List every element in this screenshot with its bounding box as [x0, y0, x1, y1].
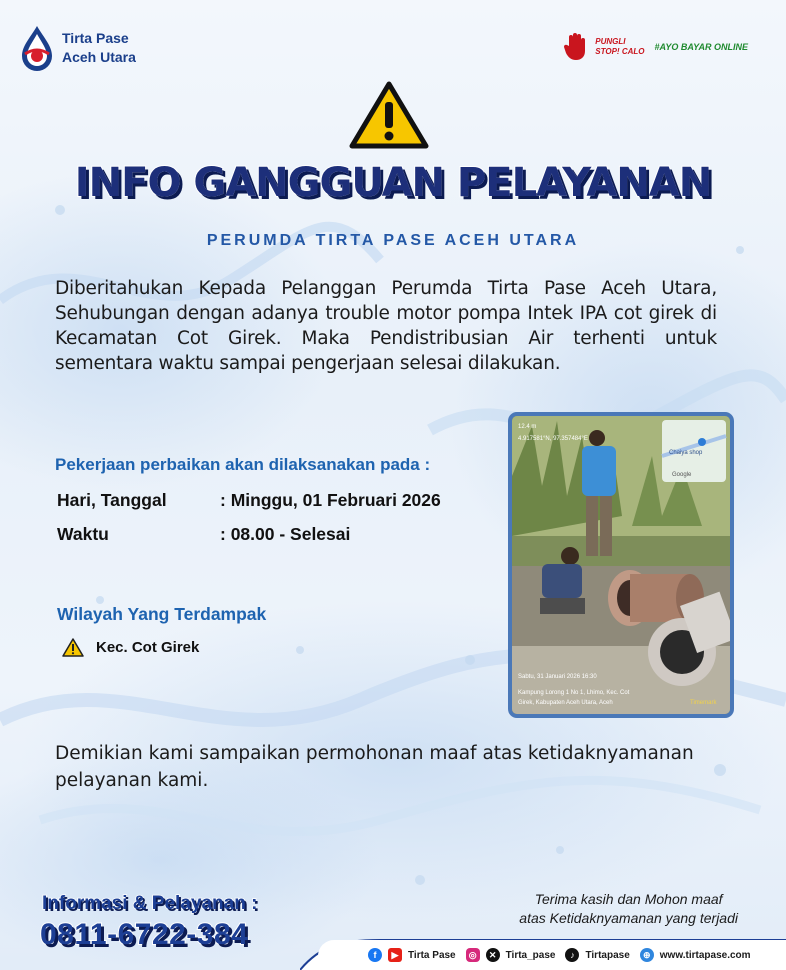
contact-phone[interactable]: 0811-6722-384: [40, 918, 249, 951]
instagram-icon[interactable]: ◎: [466, 948, 480, 962]
facebook-icon[interactable]: f: [368, 948, 382, 962]
repair-photo: [508, 412, 734, 718]
badge-pungli: PUNGLI: [595, 37, 626, 46]
badge-stop: STOP!: [595, 47, 620, 56]
affected-area-label: Kec. Cot Girek: [96, 639, 200, 656]
announcement-text: Diberitahukan Kepada Pelanggan Perumda Tirta Pase Aceh Utara, Sehubungan dengan adanya trouble motor pompa Intek IPA cot girek di Kecamatan Cot Girek. Maka Pendistribusian Air terhenti untuk sementara waktu sampai pengerjaan selesai dilakukan.: [55, 278, 717, 374]
page-title: [0, 160, 786, 206]
photo-stamp-address2: Girek, Kabupaten Aceh Utara, Aceh: [518, 700, 613, 706]
page-subtitle: PERUMDA TIRTA PASE ACEH UTARA: [206, 232, 580, 249]
title-text: INFO GANGGUAN PELAYANAN: [74, 160, 712, 206]
closing-text: Demikian kami sampaikan permohonan maaf atas ketidaknyamanan pelayanan kami.: [55, 743, 694, 791]
x-icon[interactable]: ✕: [486, 948, 500, 962]
map-brand: Google: [672, 472, 692, 478]
social-footer: [318, 940, 786, 970]
affected-area-item: [62, 638, 199, 657]
small-warning-icon: [62, 638, 84, 657]
thanks-message: [519, 890, 738, 928]
thanks-line2: atas Ketidaknyamanan yang terjadi: [519, 910, 738, 926]
schedule-time-row: [57, 524, 350, 545]
date-label: Hari, Tanggal: [57, 490, 167, 510]
org-name-line2: Aceh Utara: [62, 49, 136, 65]
badge-calo: CALO: [621, 47, 645, 56]
thanks-line1: Terima kasih dan Mohon maaf: [534, 891, 723, 907]
repair-photo-illustration: [512, 416, 730, 714]
tiktok-icon[interactable]: ♪: [565, 948, 579, 962]
stop-hand-icon: [563, 32, 589, 62]
globe-icon[interactable]: ⊕: [640, 948, 654, 962]
map-place: Chaiya shop: [669, 450, 703, 456]
instagram-x-handle[interactable]: Tirta_pase: [505, 949, 556, 961]
time-value: : 08.00 - Selesai: [220, 524, 351, 544]
website-link[interactable]: www.tirtapase.com: [659, 949, 751, 961]
facebook-youtube-handle[interactable]: Tirta Pase: [408, 949, 456, 961]
youtube-icon[interactable]: ▶: [388, 948, 402, 962]
warning-triangle-icon: [349, 80, 429, 150]
photo-stamp-address1: Kampung Lorong 1 No 1, Lhimo, Kec. Cot: [518, 690, 630, 696]
badge-slogan: #AYO BAYAR ONLINE: [654, 42, 748, 52]
photo-coords: 4.917581°N, 97.357484°E: [518, 436, 588, 442]
schedule-date-row: [57, 490, 441, 511]
contact-label: Informasi & Pelayanan :: [42, 893, 258, 914]
affected-area-heading: Wilayah Yang Terdampak: [57, 604, 267, 624]
org-name-line1: Tirta Pase: [62, 30, 129, 46]
tiktok-handle[interactable]: Tirtapase: [585, 949, 630, 961]
stop-pungli-badge: [563, 32, 748, 62]
photo-stamp-brand: Timemark: [690, 700, 717, 706]
company-logo: [20, 24, 136, 72]
schedule-heading: Pekerjaan perbaikan akan dilaksanakan pada :: [55, 455, 431, 474]
water-drop-logo-icon: [20, 24, 54, 72]
photo-altitude: 12.4 m: [518, 424, 537, 430]
date-value: : Minggu, 01 Februari 2026: [220, 490, 441, 510]
photo-stamp-date: Sabtu, 31 Januari 2026 16:30: [518, 674, 597, 680]
time-label: Waktu: [57, 524, 109, 544]
